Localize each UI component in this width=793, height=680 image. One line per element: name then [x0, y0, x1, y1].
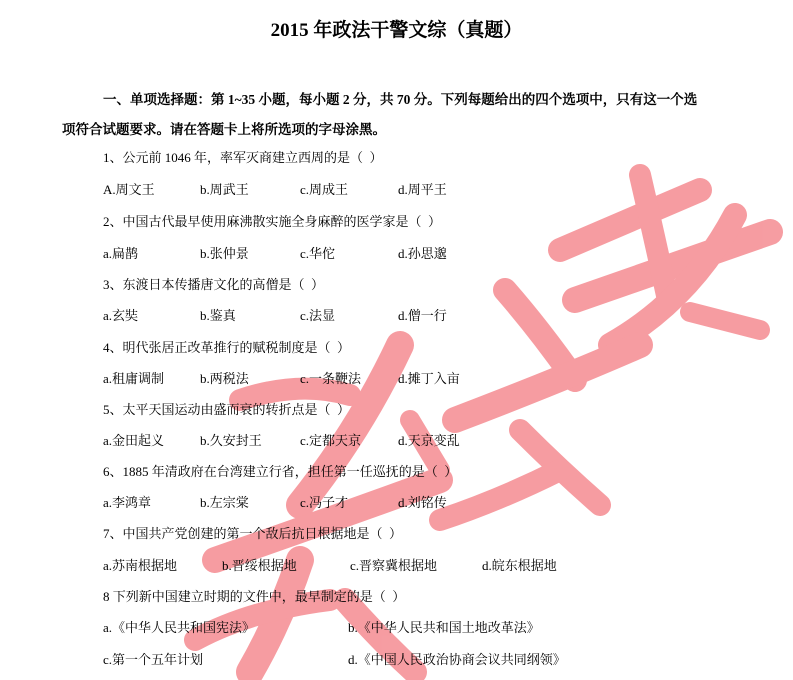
option-c: c.华佗	[300, 246, 336, 261]
option-c: c.法显	[300, 308, 336, 323]
option-d: d.僧一行	[398, 308, 447, 323]
watermark-stroke	[690, 312, 760, 330]
question-stem: 2、中国古代最早使用麻沸散实施全身麻醉的医学家是（ ）	[103, 214, 442, 229]
option-d: d.刘铭传	[398, 495, 447, 510]
option-c: c.第一个五年计划	[103, 652, 204, 667]
option-b: b.《中华人民共和国土地改革法》	[348, 620, 540, 635]
option-d: d.孙思邈	[398, 246, 447, 261]
question-stem: 8 下列新中国建立时期的文件中，最早制定的是（ ）	[103, 589, 406, 604]
watermark-stroke	[440, 470, 560, 520]
option-a: a.金田起义	[103, 433, 165, 448]
option-c: c.冯子才	[300, 495, 349, 510]
option-c: c.定都天京	[300, 433, 362, 448]
watermark-stroke	[240, 389, 350, 400]
section-instruction-line-1: 一、单项选择题：第 1~35 小题，每小题 2 分，共 70 分。下列每题给出的四个选项中，只有这一个选	[103, 92, 698, 107]
option-a: a.玄奘	[103, 308, 139, 323]
option-b: b.久安封王	[200, 433, 262, 448]
option-d: d.天京变乱	[398, 433, 460, 448]
option-a: a.扁鹊	[103, 246, 139, 261]
document-title: 2015 年政法干警文综（真题）	[270, 20, 523, 41]
question-stem: 1、公元前 1046 年，率军灭商建立西周的是（ ）	[103, 150, 383, 165]
option-b: b.张仲景	[200, 246, 249, 261]
option-a: a.苏南根据地	[103, 558, 178, 573]
option-b: b.两税法	[200, 371, 249, 386]
option-c: c.晋察冀根据地	[350, 558, 438, 573]
option-b: b.晋绥根据地	[222, 558, 297, 573]
option-b: b.鉴真	[200, 308, 236, 323]
option-a: a.租庸调制	[103, 371, 165, 386]
question-stem: 7、中国共产党创建的第一个敌后抗日根据地是（ ）	[103, 526, 403, 541]
option-a: a.《中华人民共和国宪法》	[103, 620, 256, 635]
option-b: b.左宗棠	[200, 495, 249, 510]
question-stem: 3、东渡日本传播唐文化的高僧是（ ）	[103, 277, 325, 292]
option-a: a.李鸿章	[103, 495, 152, 510]
option-a: A.周文王	[103, 182, 155, 197]
option-b: b.周武王	[200, 182, 249, 197]
option-c: c.周成王	[300, 182, 349, 197]
watermark-stroke	[560, 190, 700, 250]
option-d: d.周平王	[398, 182, 447, 197]
question-stem: 4、明代张居正改革推行的赋税制度是（ ）	[103, 340, 351, 355]
option-c: c.一条鞭法	[300, 371, 362, 386]
question-stem: 6、1885 年清政府在台湾建立行省，担任第一任巡抚的是（ ）	[103, 464, 458, 479]
option-d: d.摊丁入亩	[398, 371, 460, 386]
question-stem: 5、太平天国运动由盛而衰的转折点是（ ）	[103, 402, 351, 417]
section-instruction-line-2: 项符合试题要求。请在答题卡上将所选项的字母涂黑。	[62, 122, 386, 137]
option-d: d.《中国人民政治协商会议共同纲领》	[348, 652, 566, 667]
option-d: d.皖东根据地	[482, 558, 557, 573]
